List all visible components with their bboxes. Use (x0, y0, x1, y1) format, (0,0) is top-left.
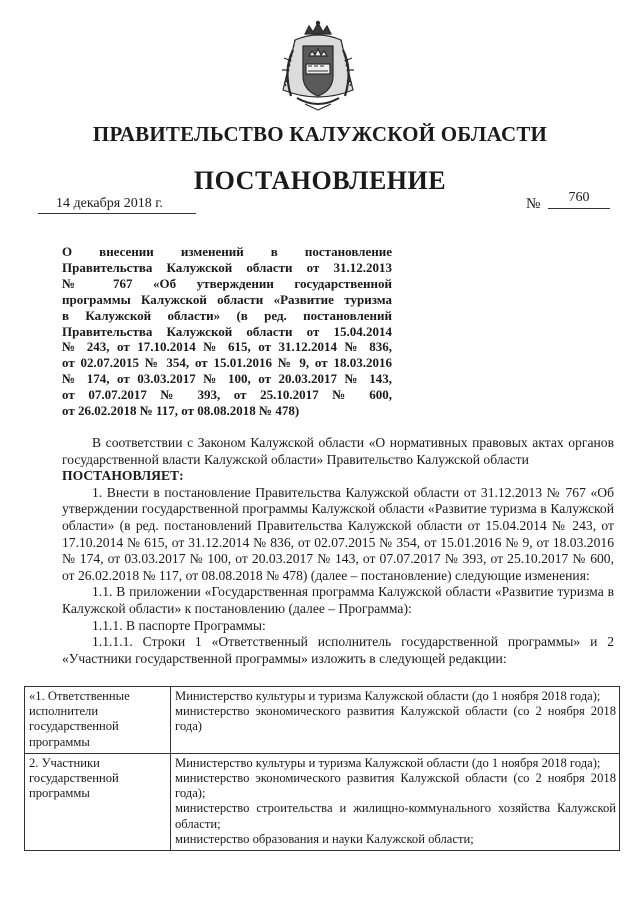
decree-word: ПОСТАНОВЛЯЕТ: (62, 468, 184, 484)
subject-line: № 767 «Об утверждении государственной (62, 275, 392, 291)
organization-title: ПРАВИТЕЛЬСТВО КАЛУЖСКОЙ ОБЛАСТИ (92, 122, 548, 146)
document-date: 14 декабря 2018 г. (38, 196, 196, 214)
table-row-value (171, 753, 620, 850)
document-number: 760 (548, 190, 610, 209)
table-cell-line: Министерство культуры и туризма Калужской области (до 1 ноября 2018 года); (175, 689, 601, 703)
table-cell-line: министерство экономического развития Калужской области (со 2 ноября 2018 года); (175, 771, 616, 801)
document-type-title: ПОСТАНОВЛЕНИЕ (193, 166, 447, 195)
table-row-value (171, 687, 620, 754)
document-body (62, 435, 614, 667)
kaluga-coat-of-arms-icon (275, 20, 361, 112)
subject-line: О внесении изменений в постановление (62, 244, 392, 259)
passport-table (24, 686, 620, 851)
subject-line: № 174, от 03.03.2017 № 100, от 20.03.2017 № 143, (62, 371, 392, 387)
subject-line: программы Калужской области «Развитие туризма (62, 291, 392, 307)
intro-paragraph: В соответствии с Законом Калужской области «О нормативных правовых актах органов государственной власти Калужской области» Правительство Калужской области (62, 435, 614, 467)
subject-line: Правительства Калужской области от 15.04.2014 (62, 323, 392, 339)
table-row-label: 2. Участники государственной программы (25, 753, 171, 850)
table-row-label: «1. Ответственные исполнители государственной программы (25, 687, 171, 754)
table-row (25, 687, 620, 754)
item-1-1-1-1-paragraph: 1.1.1.1. Строки 1 «Ответственный исполнитель государственной программы» и 2 «Участники государственной программы» изложить в следующей редакции: (62, 634, 614, 666)
table-cell-line: министерство экономического развития Калужской области (со 2 ноября 2018 года) (175, 704, 616, 734)
document-number-label: № (526, 196, 541, 212)
table-cell-line: Министерство культуры и туризма Калужской области (до 1 ноября 2018 года); (175, 755, 601, 770)
subject-line: от 26.02.2018 № 117, от 08.08.2018 № 478) (62, 403, 300, 419)
subject-line: № 243, от 17.10.2014 № 615, от 31.12.2014 № 836, (62, 339, 392, 355)
table-row (25, 753, 620, 850)
table-cell-line: министерство образования и науки Калужской области; (175, 831, 474, 846)
subject-line: в Калужской области» (в ред. постановлений (62, 307, 392, 323)
item-1-1-1-paragraph: 1.1.1. В паспорте Программы: (92, 617, 266, 633)
subject-line: Правительства Калужской области от 31.12.2013 (62, 259, 392, 275)
document-subject (62, 244, 392, 419)
subject-line: от 02.07.2015 № 354, от 15.01.2016 № 9, от 18.03.2016 (62, 355, 392, 371)
item-1-paragraph: 1. Внести в постановление Правительства Калужской области от 31.12.2013 № 767 «Об утверждении государственной программы Калужской области «Развитие туризма в Калужской области» (в ред. постановлений Правительства Калужской области от 15.04.2014 № 243, от 17.10.2014 № 615, от 31.12.2014 № 836, от 02.07.2015 № 354, от 15.01.2016 № 9, от 18.03.2016 № 174, от 03.03.2017 № 100, от 20.03.2017 № 143, от 07.07.2017 № 393, от 25.10.2017 № 600, от 26.02.2018 № 117, от 08.08.2018 № 478) (далее – постановление) следующие изменения: (62, 484, 614, 583)
table-cell-line: министерство строительства и жилищно-коммунального хозяйства Калужской области; (175, 801, 616, 831)
item-1-1-paragraph: 1.1. В приложении «Государственная программа Калужской области «Развитие туризма в Калужской области» к постановлению (далее – Программа): (62, 584, 614, 616)
subject-line: от 07.07.2017 № 393, от 25.10.2017 № 600, (62, 387, 392, 403)
